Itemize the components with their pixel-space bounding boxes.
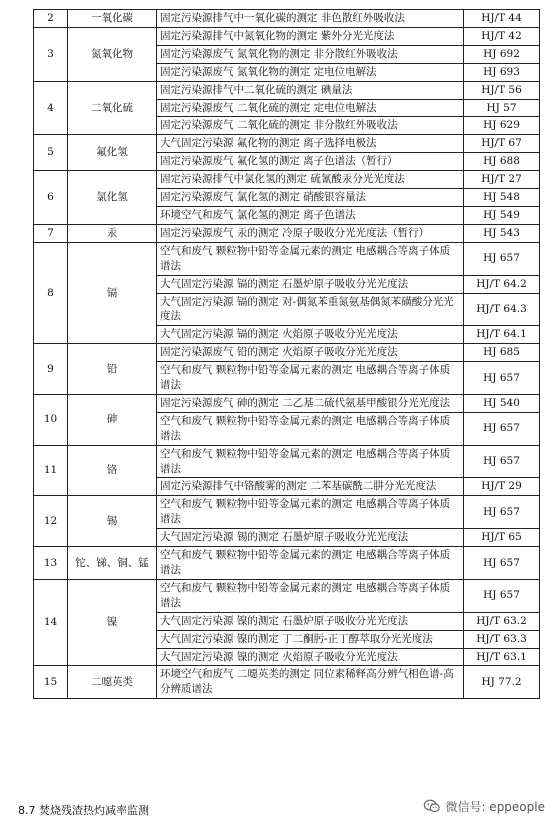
row-number: 11: [34, 445, 68, 496]
standard-code: HJ/T 29: [464, 478, 540, 496]
method-name: 固定污染源排气中氯化氢的测定 硫氰酸汞分光光度法: [157, 171, 464, 189]
table-row: [34, 171, 540, 189]
method-name: 空气和废气 颗粒物中铅等金属元素的测定 电感耦合等离子体质谱法: [157, 242, 464, 275]
table-row: [34, 242, 540, 275]
standard-code: HJ 692: [464, 45, 540, 63]
method-name: 空气和废气 颗粒物中铅等金属元素的测定 电感耦合等离子体质谱法: [157, 445, 464, 478]
method-name: 空气和废气 颗粒物中铅等金属元素的测定 电感耦合等离子体质谱法: [157, 496, 464, 529]
method-name: 空气和废气 颗粒物中铅等金属元素的测定 电感耦合等离子体质谱法: [157, 547, 464, 580]
method-name: 大气固定污染源 镍的测定 火焰原子吸收分光光度法: [157, 648, 464, 666]
method-name: 固定污染源废气 砷的测定 二乙基二硫代氨基甲酸银分光光度法: [157, 394, 464, 412]
table-row: [34, 394, 540, 412]
standard-code: HJ/T 67: [464, 135, 540, 153]
pollutant-name: 镉: [68, 242, 157, 343]
method-name: 大气固定污染源 氟化物的测定 离子选择电极法: [157, 135, 464, 153]
method-name: 固定污染源废气 铅的测定 火焰原子吸收分光光度法: [157, 344, 464, 362]
table-row: [34, 547, 540, 580]
row-number: 12: [34, 496, 68, 547]
standard-code: HJ/T 27: [464, 171, 540, 189]
method-name: 固定污染源排气中一氧化碳的测定 非色散红外吸收法: [157, 10, 464, 28]
row-number: 2: [34, 10, 68, 28]
method-name: 大气固定污染源 镍的测定 石墨炉原子吸收分光光度法: [157, 612, 464, 630]
standard-code: HJ/T 65: [464, 529, 540, 547]
standard-code: HJ 57: [464, 99, 540, 117]
standard-code: HJ 549: [464, 206, 540, 224]
method-name: 大气固定污染源 镉的测定 石墨炉原子吸收分光光度法: [157, 275, 464, 293]
standard-code: HJ/T 63.2: [464, 612, 540, 630]
method-name: 大气固定污染源 镍的测定 丁二酮肟-正丁醇萃取分光光度法: [157, 630, 464, 648]
table-row: [34, 81, 540, 99]
method-name: 固定污染源废气 二氧化硫的测定 非分散红外吸收法: [157, 117, 464, 135]
pollutant-name: 二噁英类: [68, 666, 157, 699]
standard-code: HJ 693: [464, 63, 540, 81]
row-number: 5: [34, 135, 68, 171]
row-number: 13: [34, 547, 68, 580]
pollutant-name: 铊、锑、铜、锰: [68, 547, 157, 580]
standard-code: HJ 77.2: [464, 666, 540, 699]
standard-code: HJ/T 63.1: [464, 648, 540, 666]
table-row: [34, 27, 540, 45]
section-heading: 8.7 焚烧残渣热灼减率监测: [18, 804, 149, 817]
standard-code: HJ 540: [464, 394, 540, 412]
pollutant-name: 氟化氢: [68, 135, 157, 171]
method-name: 固定污染源排气中氮氧化物的测定 紫外分光光度法: [157, 27, 464, 45]
pollutant-name: 镍: [68, 579, 157, 666]
pollutant-name: 锡: [68, 496, 157, 547]
table-row: [34, 666, 540, 699]
watermark-text: 微信号: eppeople: [445, 799, 545, 814]
standard-code: HJ/T 63.3: [464, 630, 540, 648]
method-name: 固定污染源废气 汞的测定 冷原子吸收分光光度法（暂行）: [157, 224, 464, 242]
row-number: 8: [34, 242, 68, 343]
standard-code: HJ 548: [464, 189, 540, 207]
standard-code: HJ/T 64.2: [464, 275, 540, 293]
table-row: [34, 224, 540, 242]
table-row: [34, 445, 540, 478]
row-number: 15: [34, 666, 68, 699]
method-name: 环境空气和废气 二噁英类的测定 同位素稀释高分辨气相色谱-高分辨质谱法: [157, 666, 464, 699]
method-name: 环境空气和废气 氯化氢的测定 离子色谱法: [157, 206, 464, 224]
pollutant-name: 二氧化硫: [68, 81, 157, 135]
standard-code: HJ 657: [464, 445, 540, 478]
pollutant-name: 氮氧化物: [68, 27, 157, 81]
standard-code: HJ 629: [464, 117, 540, 135]
row-number: 7: [34, 224, 68, 242]
pollutant-name: 铬: [68, 445, 157, 496]
table-row: [34, 344, 540, 362]
method-name: 空气和废气 颗粒物中铅等金属元素的测定 电感耦合等离子体质谱法: [157, 579, 464, 612]
table-row: [34, 10, 540, 28]
standard-code: HJ/T 42: [464, 27, 540, 45]
pollutant-name: 铅: [68, 344, 157, 395]
row-number: 3: [34, 27, 68, 81]
method-name: 大气固定污染源 镉的测定 对-偶氮苯重氮氨基偶氮苯磺酸分光光度法: [157, 293, 464, 326]
standard-code: HJ 657: [464, 242, 540, 275]
standard-code: HJ 657: [464, 547, 540, 580]
method-name: 固定污染源废气 氮氧化物的测定 非分散红外吸收法: [157, 45, 464, 63]
standards-table: [33, 9, 540, 699]
row-number: 10: [34, 394, 68, 445]
table-row: [34, 579, 540, 612]
standard-code: HJ 657: [464, 362, 540, 395]
standard-code: HJ 657: [464, 412, 540, 445]
pollutant-name: 汞: [68, 224, 157, 242]
standard-code: HJ 688: [464, 153, 540, 171]
method-name: 固定污染源废气 氮氧化物的测定 定电位电解法: [157, 63, 464, 81]
method-name: 大气固定污染源 镉的测定 火焰原子吸收分光光度法: [157, 326, 464, 344]
standard-code: HJ/T 44: [464, 10, 540, 28]
standard-code: HJ 657: [464, 496, 540, 529]
method-name: 固定污染源排气中铬酸雾的测定 二苯基碳酰二肼分光光度法: [157, 478, 464, 496]
table-row: [34, 135, 540, 153]
watermark: [423, 797, 545, 815]
standard-code: HJ 543: [464, 224, 540, 242]
method-name: 大气固定污染源 锡的测定 石墨炉原子吸收分光光度法: [157, 529, 464, 547]
method-name: 固定污染源废气 氯化氢的测定 硝酸银容量法: [157, 189, 464, 207]
row-number: 14: [34, 579, 68, 666]
row-number: 4: [34, 81, 68, 135]
row-number: 9: [34, 344, 68, 395]
row-number: 6: [34, 171, 68, 225]
standard-code: HJ/T 56: [464, 81, 540, 99]
method-name: 空气和废气 颗粒物中铅等金属元素的测定 电感耦合等离子体质谱法: [157, 412, 464, 445]
pollutant-name: 氯化氢: [68, 171, 157, 225]
standard-code: HJ 685: [464, 344, 540, 362]
standard-code: HJ/T 64.1: [464, 326, 540, 344]
pollutant-name: 一氧化碳: [68, 10, 157, 28]
standard-code: HJ 657: [464, 579, 540, 612]
method-name: 空气和废气 颗粒物中铅等金属元素的测定 电感耦合等离子体质谱法: [157, 362, 464, 395]
method-name: 固定污染源废气 二氧化硫的测定 定电位电解法: [157, 99, 464, 117]
standard-code: HJ/T 64.3: [464, 293, 540, 326]
wechat-icon: [423, 797, 441, 815]
method-name: 固定污染源废气 氟化氢的测定 离子色谱法（暂行）: [157, 153, 464, 171]
method-name: 固定污染源排气中二氧化硫的测定 碘量法: [157, 81, 464, 99]
table-row: [34, 496, 540, 529]
pollutant-name: 砷: [68, 394, 157, 445]
